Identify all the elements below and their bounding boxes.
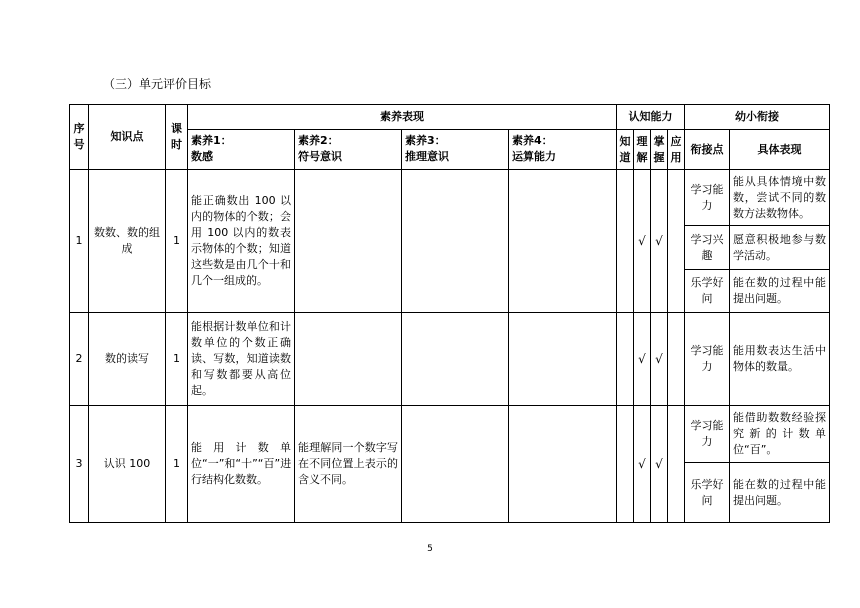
row-2-transition-1-detail: 能用数表达生活中物体的数量。: [730, 313, 830, 406]
row-3-literacy-3: [402, 406, 509, 523]
header-literacy-3: [402, 130, 509, 170]
row-2-literacy-3: [402, 313, 509, 406]
header-row-1: [70, 105, 830, 130]
header-literacy-1-name: 素养1：: [191, 134, 232, 147]
row-1-transition-2-detail: 愿意积极地参与数学活动。: [730, 226, 830, 270]
header-literacy-group: 素养表现: [188, 105, 617, 130]
row-1-literacy-4: [509, 170, 617, 313]
row-1-understand: √: [634, 170, 651, 313]
row-1-knowledge: 数数、数的组成: [89, 170, 166, 313]
row-3-hours: 1: [166, 406, 188, 523]
row-1-transition-1-point: 学习能力: [685, 170, 730, 226]
header-seq: 序号: [70, 105, 89, 170]
row-1-literacy-3: [402, 170, 509, 313]
row-1-literacy-2: [295, 170, 402, 313]
row-3-apply: [668, 406, 685, 523]
row-1-seq: 1: [70, 170, 89, 313]
row-2-literacy-4: [509, 313, 617, 406]
row-3-transition-1-point: 学习能力: [685, 406, 730, 463]
header-specific: 具体表现: [730, 130, 830, 170]
header-transition-point: 衔接点: [685, 130, 730, 170]
header-literacy-4-name: 素养4：: [512, 134, 553, 147]
row-3-literacy-4: [509, 406, 617, 523]
header-literacy-2-sub: 符号意识: [298, 150, 342, 163]
header-literacy-3-sub: 推理意识: [405, 150, 449, 163]
row-1-transition-3-detail: 能在数的过程中能提出问题。: [730, 270, 830, 313]
header-literacy-4: [509, 130, 617, 170]
row-1-hours: 1: [166, 170, 188, 313]
header-hours: 课时: [166, 105, 188, 170]
row-2-knowledge: 数的读写: [89, 313, 166, 406]
table-row: [70, 313, 830, 406]
row-1-know: [617, 170, 634, 313]
row-1-transition-1-detail: 能从具体情境中数数，尝试不同的数数方法数物体。: [730, 170, 830, 226]
header-literacy-3-name: 素养3：: [405, 134, 446, 147]
row-2-know: [617, 313, 634, 406]
header-knowledge: 知识点: [89, 105, 166, 170]
section-title: （三）单元评价目标: [103, 77, 212, 91]
row-3-know: [617, 406, 634, 523]
page-number: 5: [427, 544, 433, 554]
evaluation-table: [69, 104, 830, 523]
row-3-understand: √: [634, 406, 651, 523]
row-1-literacy-1: 能正确数出 100 以内的物体的个数；会用 100 以内的数表示物体的个数；知道这些数是由几个十和几个一组成的。: [188, 170, 295, 313]
header-cognition-master: 掌握: [651, 130, 668, 170]
row-2-seq: 2: [70, 313, 89, 406]
row-1-transition-3-point: 乐学好问: [685, 270, 730, 313]
row-3-transition-1-detail: 能借助数数经验探究新的计数单位“百”。: [730, 406, 830, 463]
table-row: [70, 170, 830, 226]
row-3-transition-2-detail: 能在数的过程中能提出问题。: [730, 463, 830, 523]
row-2-master: √: [651, 313, 668, 406]
row-3-literacy-2: 能理解同一个数字写在不同位置上表示的含义不同。: [295, 406, 402, 523]
header-literacy-4-sub: 运算能力: [512, 150, 556, 163]
header-literacy-2-name: 素养2：: [298, 134, 339, 147]
header-literacy-1-sub: 数感: [191, 150, 213, 163]
header-cognition-know: 知道: [617, 130, 634, 170]
row-3-literacy-1: 能用计数单位“一”和“十”“百”进行结构化数数。: [188, 406, 295, 523]
header-transition-group: 幼小衔接: [685, 105, 830, 130]
row-2-literacy-2: [295, 313, 402, 406]
row-2-apply: [668, 313, 685, 406]
row-2-understand: √: [634, 313, 651, 406]
row-2-literacy-1: 能根据计数单位和计数单位的个数正确读、写数，知道读数和写数都要从高位起。: [188, 313, 295, 406]
row-2-hours: 1: [166, 313, 188, 406]
row-2-transition-1-point: 学习能力: [685, 313, 730, 406]
row-1-master: √: [651, 170, 668, 313]
header-cognition-apply: 应用: [668, 130, 685, 170]
row-3-master: √: [651, 406, 668, 523]
table-row: [70, 406, 830, 463]
row-1-transition-2-point: 学习兴趣: [685, 226, 730, 270]
header-cognition-understand: 理解: [634, 130, 651, 170]
row-3-knowledge: 认识 100: [89, 406, 166, 523]
header-cognition-group: 认知能力: [617, 105, 685, 130]
row-3-seq: 3: [70, 406, 89, 523]
header-literacy-1: [188, 130, 295, 170]
header-literacy-2: [295, 130, 402, 170]
row-1-apply: [668, 170, 685, 313]
row-3-transition-2-point: 乐学好问: [685, 463, 730, 523]
